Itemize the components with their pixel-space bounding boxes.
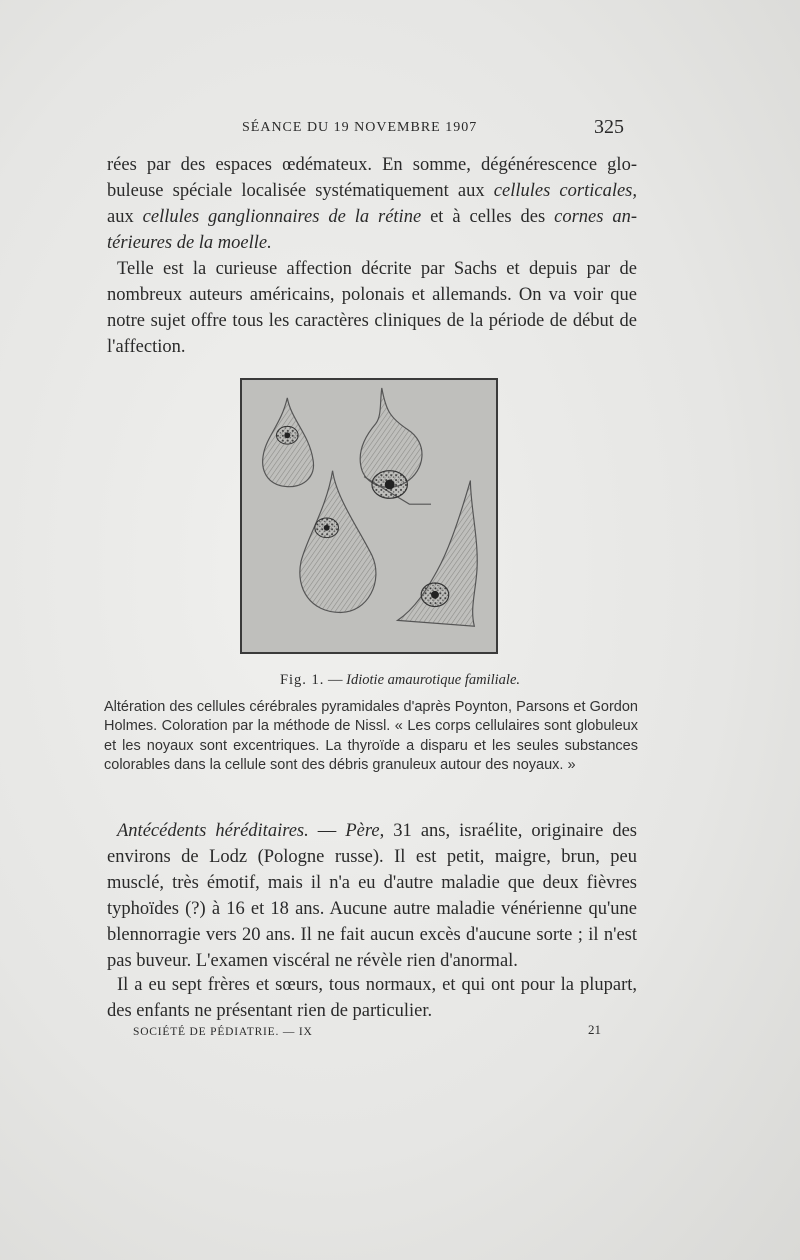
paragraph-1-line-3 bbox=[107, 204, 637, 230]
caption-dash: — bbox=[324, 672, 347, 688]
italic-term: cellules ganglionnaires de la rétine bbox=[142, 207, 422, 227]
paragraph-3 bbox=[107, 818, 637, 974]
paragraph-1-line-1: rées par des espaces œdémateux. En somme, dégénérescence glo- bbox=[107, 155, 637, 175]
figure-label: Fig. 1. bbox=[279, 672, 325, 688]
figure-caption bbox=[0, 672, 800, 689]
italic-term: cornes an- bbox=[554, 207, 638, 227]
paragraph-3-text: , 31 ans, israélite, originaire des environs de Lodz (Pologne russe). Il est petit, maigre, brun, peu musclé, très émotif, mais il n'a eu d'autre maladie que deux fièvres typhoïdes (?) à 16 et 18 ans. Aucune autre maladie vénérienne qu'une blennorragie vers 20 ans. Il ne fait aucun excès d'aucune sorte ; il n'est pas buveur. L'examen viscéral ne révèle rien d'anormal. bbox=[107, 821, 637, 971]
page-number: 325 bbox=[594, 116, 624, 138]
italic-term: cellules corticales, bbox=[493, 181, 637, 201]
paragraph-1 bbox=[107, 152, 637, 256]
footer-signature: SOCIÉTÉ DE PÉDIATRIE. — IX bbox=[133, 1026, 313, 1038]
text-run: buleuse spéciale localisée systématiquement aux bbox=[107, 181, 494, 201]
italic-term: Père bbox=[345, 821, 380, 841]
section-heading: Antécédents héréditaires. bbox=[117, 821, 309, 841]
footer-sheet-number: 21 bbox=[588, 1022, 601, 1037]
paragraph-4: Il a eu sept frères et sœurs, tous normaux, et qui ont pour la plupart, des enfants ne présentant rien de particulier. bbox=[107, 975, 637, 1021]
paragraph-1-line-2 bbox=[107, 178, 637, 204]
figure-legend: Altération des cellules cérébrales pyramidales d'après Poynton, Parsons et Gordon Holmes. Coloration par la méthode de Nissl. « Les corps cellulaires sont globuleux et les noyaux sont excentriques. La thyroïde a disparu et les seules substances colorables dans la cellule sont des débris granuleux autour des noyaux. » bbox=[104, 699, 638, 774]
running-head: SÉANCE DU 19 NOVEMBRE 1907 bbox=[242, 120, 478, 135]
page-header bbox=[0, 116, 800, 142]
figure-title: Idiotie amaurotique familiale. bbox=[346, 672, 521, 688]
paragraph-1-line-4 bbox=[107, 230, 637, 256]
cells-drawing bbox=[242, 380, 496, 652]
text-run: aux bbox=[107, 207, 143, 227]
figure-illustration bbox=[240, 378, 498, 654]
text-run: et à celles des bbox=[421, 207, 555, 227]
heading-dash: — bbox=[308, 821, 346, 841]
page-footer bbox=[0, 1022, 800, 1042]
italic-term: térieures de la moelle. bbox=[107, 233, 272, 253]
paragraph-2: Telle est la curieuse affection décrite par Sachs et depuis par de nombreux auteurs américains, polonais et allemands. On va voir que notre sujet offre tous les caractères cliniques de la période de début de l'affection. bbox=[107, 259, 637, 357]
